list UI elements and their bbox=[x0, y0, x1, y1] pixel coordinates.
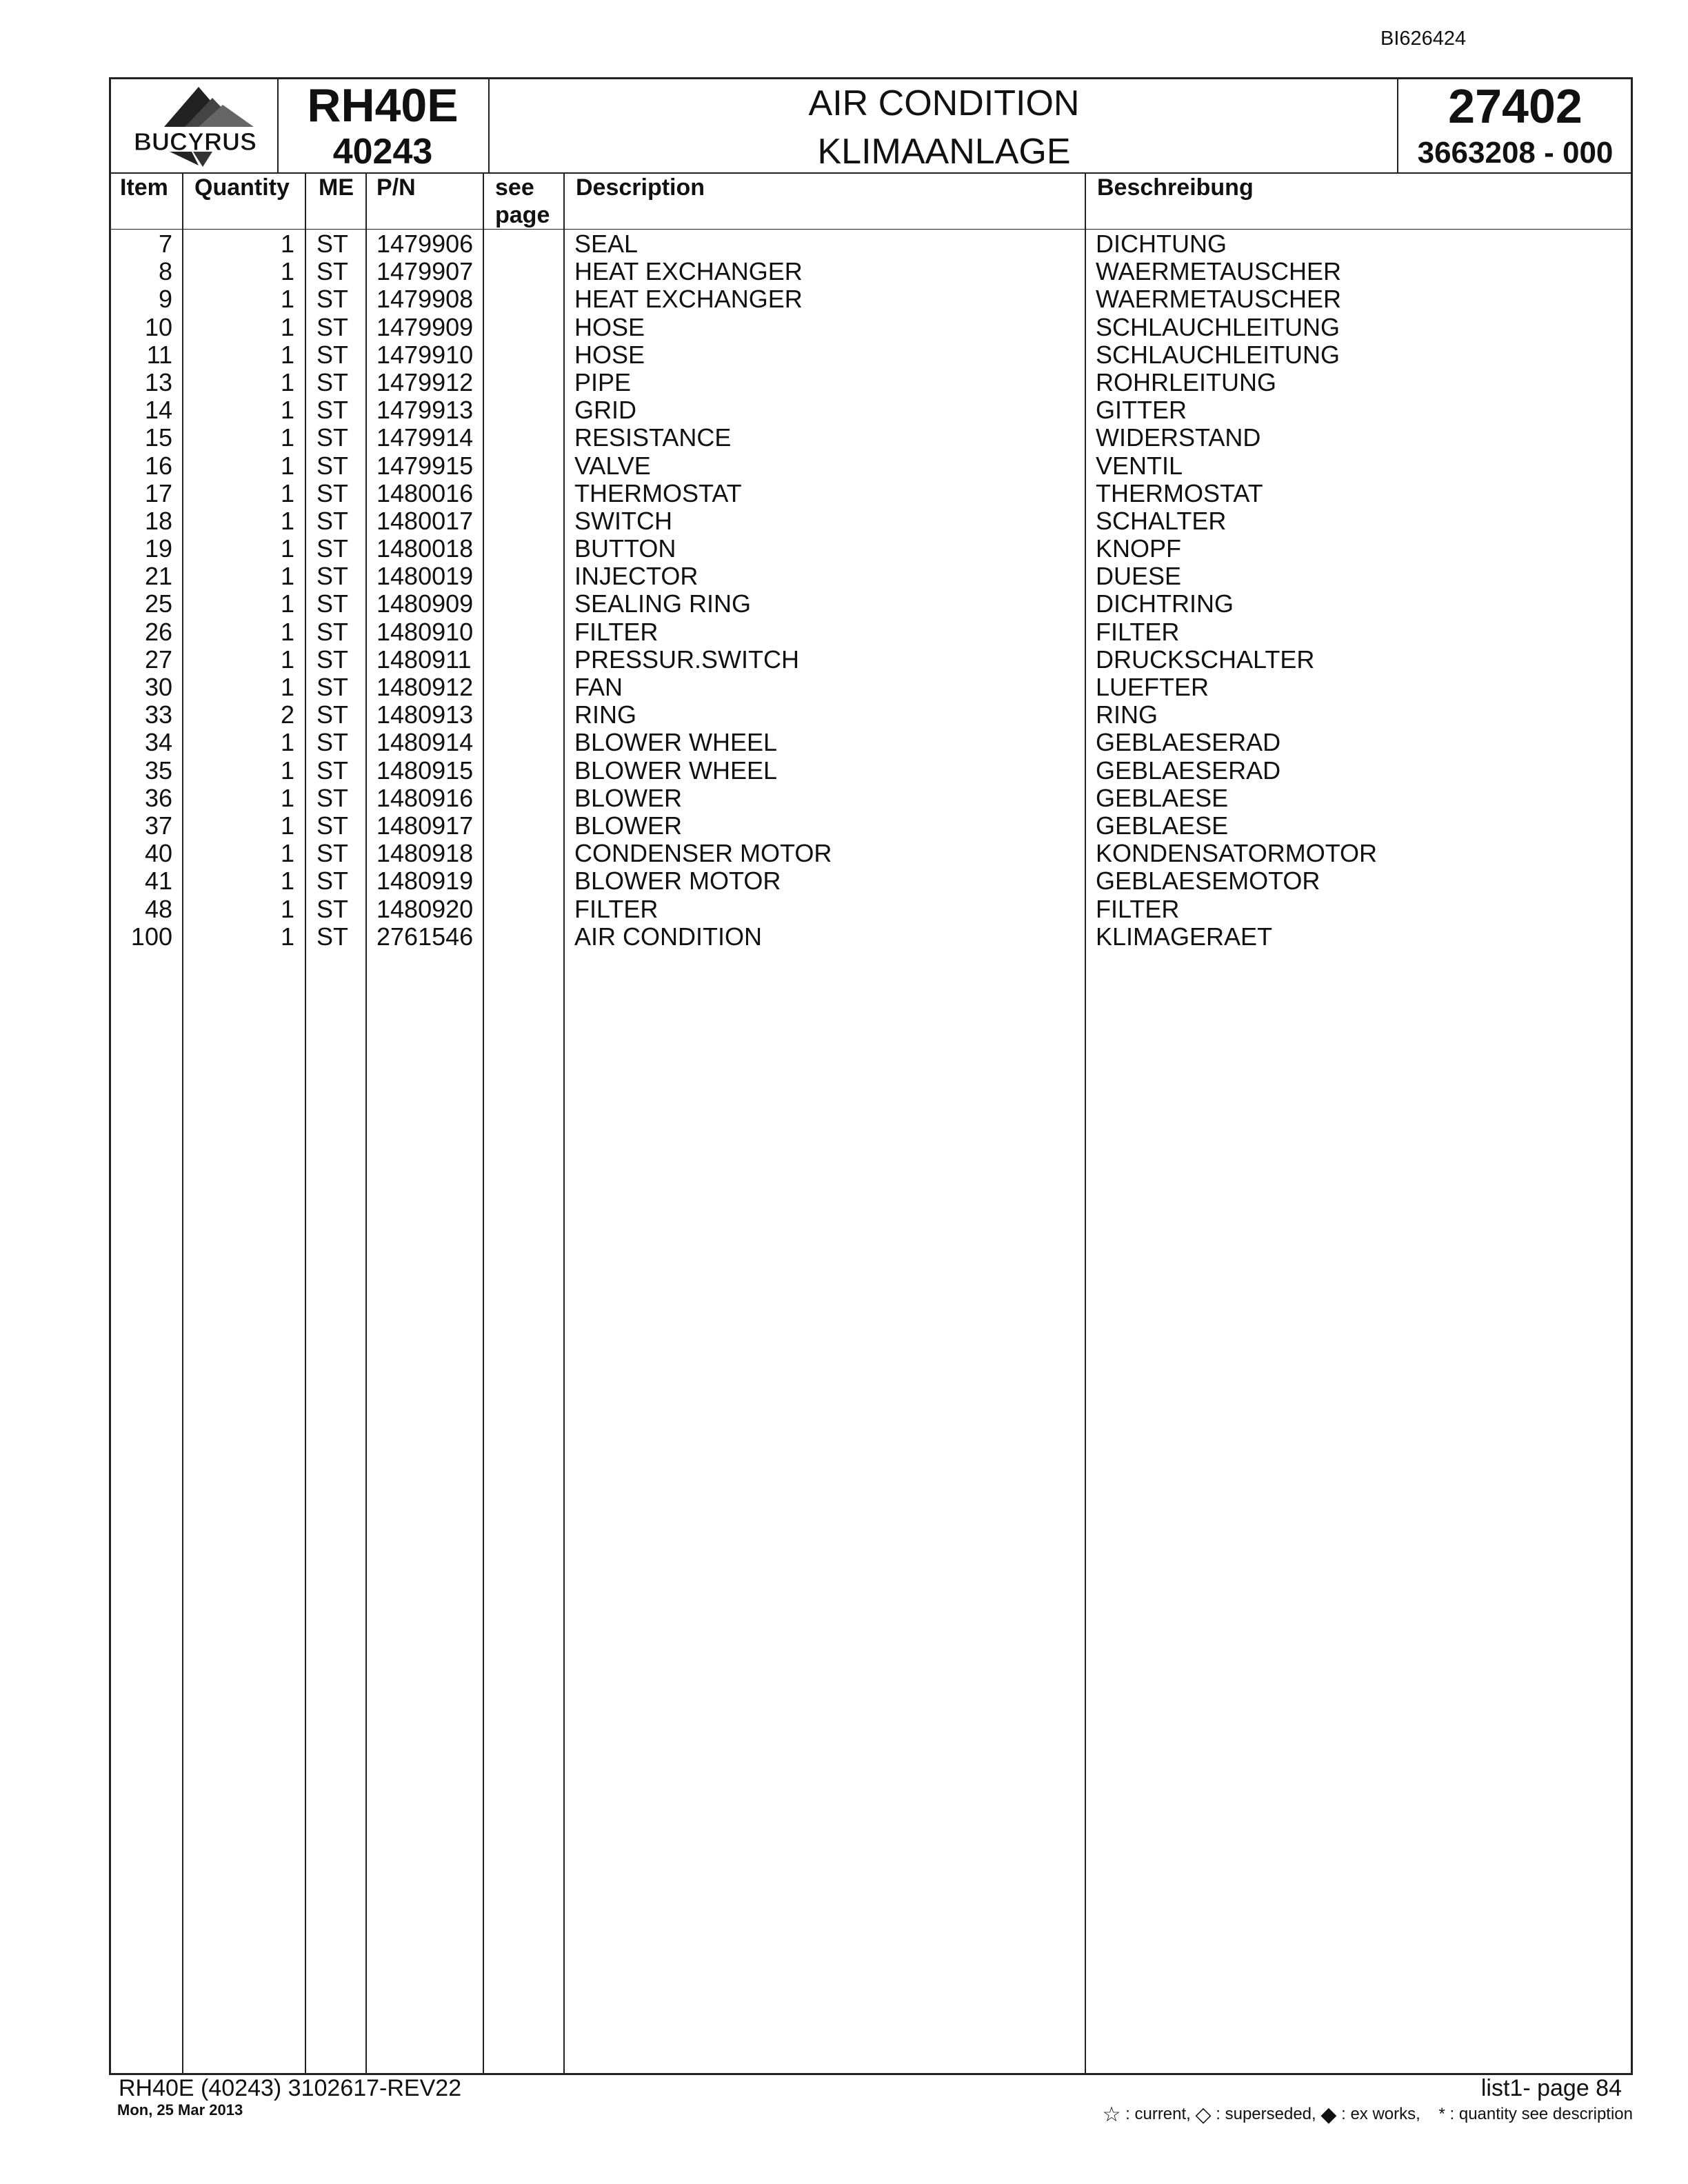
row-description: HOSE bbox=[574, 312, 645, 341]
row-beschreibung: SCHLAUCHLEITUNG bbox=[1096, 312, 1340, 341]
row-description: INJECTOR bbox=[574, 562, 699, 591]
row-unit: ST bbox=[316, 257, 349, 286]
row-quantity: 1 bbox=[280, 617, 294, 646]
row-item: 16 bbox=[144, 451, 172, 480]
row-item: 8 bbox=[158, 257, 172, 286]
row-part-number: 1480019 bbox=[376, 562, 474, 591]
row-part-number: 1480912 bbox=[376, 673, 474, 701]
row-unit: ST bbox=[316, 230, 349, 258]
column-header-page: page bbox=[495, 202, 550, 228]
table-row bbox=[0, 729, 1688, 756]
row-unit: ST bbox=[316, 645, 349, 674]
row-description: FILTER bbox=[574, 617, 659, 646]
row-item: 14 bbox=[144, 396, 172, 425]
row-quantity: 1 bbox=[280, 645, 294, 674]
row-beschreibung: RING bbox=[1096, 700, 1158, 729]
row-beschreibung: KONDENSATORMOTOR bbox=[1096, 839, 1378, 868]
table-row bbox=[0, 785, 1688, 812]
row-quantity: 1 bbox=[280, 230, 294, 258]
row-beschreibung: DICHTUNG bbox=[1096, 230, 1227, 258]
column-header-item: Item bbox=[120, 174, 168, 201]
row-part-number: 1479909 bbox=[376, 312, 474, 341]
row-description: BLOWER bbox=[574, 811, 683, 840]
table-row bbox=[0, 230, 1688, 258]
row-description: BLOWER MOTOR bbox=[574, 867, 781, 896]
row-unit: ST bbox=[316, 562, 349, 591]
row-description: AIR CONDITION bbox=[574, 922, 763, 951]
row-beschreibung: ROHRLEITUNG bbox=[1096, 367, 1277, 396]
row-beschreibung: DUESE bbox=[1096, 562, 1182, 591]
row-part-number: 1480909 bbox=[376, 589, 474, 618]
row-description: BLOWER WHEEL bbox=[574, 728, 778, 757]
title-german: KLIMAANLAGE bbox=[817, 132, 1071, 172]
row-item: 25 bbox=[144, 589, 172, 618]
row-part-number: 1480914 bbox=[376, 728, 474, 757]
row-quantity: 1 bbox=[280, 562, 294, 591]
row-description: HOSE bbox=[574, 340, 645, 369]
row-item: 27 bbox=[144, 645, 172, 674]
table-row bbox=[0, 590, 1688, 618]
row-description: GRID bbox=[574, 396, 636, 425]
row-description: HEAT EXCHANGER bbox=[574, 257, 803, 286]
row-quantity: 1 bbox=[280, 534, 294, 563]
row-item: 33 bbox=[144, 700, 172, 729]
row-description: THERMOSTAT bbox=[574, 478, 742, 507]
row-unit: ST bbox=[316, 867, 349, 896]
table-row bbox=[0, 646, 1688, 674]
row-beschreibung: KLIMAGERAET bbox=[1096, 922, 1273, 951]
row-part-number: 2761546 bbox=[376, 922, 474, 951]
row-item: 26 bbox=[144, 617, 172, 646]
row-beschreibung: FILTER bbox=[1096, 617, 1180, 646]
row-beschreibung: WAERMETAUSCHER bbox=[1096, 257, 1342, 286]
footer-revision: RH40E (40243) 3102617-REV22 bbox=[119, 2075, 462, 2101]
row-unit: ST bbox=[316, 728, 349, 757]
row-quantity: 1 bbox=[280, 423, 294, 452]
row-unit: ST bbox=[316, 839, 349, 868]
row-quantity: 1 bbox=[280, 922, 294, 951]
row-quantity: 2 bbox=[280, 700, 294, 729]
row-unit: ST bbox=[316, 340, 349, 369]
row-description: RING bbox=[574, 700, 636, 729]
row-description: PIPE bbox=[574, 367, 632, 396]
row-quantity: 1 bbox=[280, 340, 294, 369]
row-part-number: 1480918 bbox=[376, 839, 474, 868]
table-row bbox=[0, 452, 1688, 480]
row-item: 35 bbox=[144, 756, 172, 785]
row-part-number: 1480917 bbox=[376, 811, 474, 840]
row-unit: ST bbox=[316, 894, 349, 923]
row-part-number: 1479906 bbox=[376, 230, 474, 258]
row-unit: ST bbox=[316, 617, 349, 646]
column-header-me: ME bbox=[319, 174, 354, 201]
row-quantity: 1 bbox=[280, 589, 294, 618]
row-item: 7 bbox=[158, 230, 172, 258]
table-row bbox=[0, 258, 1688, 285]
row-quantity: 1 bbox=[280, 257, 294, 286]
row-quantity: 1 bbox=[280, 478, 294, 507]
row-unit: ST bbox=[316, 673, 349, 701]
row-description: SEALING RING bbox=[574, 589, 752, 618]
model-name: RH40E bbox=[307, 79, 459, 132]
row-item: 100 bbox=[130, 922, 172, 951]
row-item: 36 bbox=[144, 783, 172, 812]
row-part-number: 1479908 bbox=[376, 285, 474, 314]
row-unit: ST bbox=[316, 423, 349, 452]
table-row bbox=[0, 341, 1688, 369]
row-beschreibung: GEBLAESE bbox=[1096, 811, 1229, 840]
row-unit: ST bbox=[316, 534, 349, 563]
star-outline-icon: ☆ bbox=[1102, 2103, 1121, 2126]
row-quantity: 1 bbox=[280, 728, 294, 757]
table-row bbox=[0, 285, 1688, 313]
row-item: 10 bbox=[144, 312, 172, 341]
row-quantity: 1 bbox=[280, 367, 294, 396]
row-item: 21 bbox=[144, 562, 172, 591]
row-quantity: 1 bbox=[280, 506, 294, 535]
row-part-number: 1480915 bbox=[376, 756, 474, 785]
header-divider-logo bbox=[277, 77, 279, 174]
row-description: SEAL bbox=[574, 230, 639, 258]
table-row bbox=[0, 674, 1688, 701]
row-beschreibung: WIDERSTAND bbox=[1096, 423, 1261, 452]
parts-table-body bbox=[0, 230, 1688, 951]
row-quantity: 1 bbox=[280, 811, 294, 840]
row-quantity: 1 bbox=[280, 783, 294, 812]
row-quantity: 1 bbox=[280, 451, 294, 480]
footer-date: Mon, 25 Mar 2013 bbox=[117, 2101, 243, 2119]
legend-superseded: : superseded, bbox=[1216, 2105, 1316, 2123]
title-english: AIR CONDITION bbox=[808, 83, 1080, 123]
table-row bbox=[0, 701, 1688, 729]
row-description: BLOWER WHEEL bbox=[574, 756, 778, 785]
model-number: 40243 bbox=[332, 132, 433, 172]
row-quantity: 1 bbox=[280, 894, 294, 923]
row-description: BUTTON bbox=[574, 534, 676, 563]
row-quantity: 1 bbox=[280, 839, 294, 868]
column-header-pn: P/N bbox=[376, 174, 416, 201]
diamond-filled-icon: ◆ bbox=[1320, 2103, 1337, 2126]
row-unit: ST bbox=[316, 756, 349, 785]
row-item: 34 bbox=[144, 728, 172, 757]
row-part-number: 1480018 bbox=[376, 534, 474, 563]
document-id: BI626424 bbox=[1380, 28, 1467, 50]
row-description: BLOWER bbox=[574, 783, 683, 812]
row-description: FILTER bbox=[574, 894, 659, 923]
row-beschreibung: FILTER bbox=[1096, 894, 1180, 923]
group-number: 27402 bbox=[1448, 79, 1582, 133]
row-item: 48 bbox=[144, 894, 172, 923]
row-beschreibung: THERMOSTAT bbox=[1096, 478, 1263, 507]
row-description: VALVE bbox=[574, 451, 651, 480]
row-part-number: 1480017 bbox=[376, 506, 474, 535]
row-part-number: 1480916 bbox=[376, 783, 474, 812]
row-beschreibung: GEBLAESERAD bbox=[1096, 756, 1281, 785]
row-unit: ST bbox=[316, 285, 349, 314]
footer-page: list1- page 84 bbox=[1480, 2075, 1622, 2101]
table-row bbox=[0, 618, 1688, 646]
table-row bbox=[0, 757, 1688, 785]
row-beschreibung: DICHTRING bbox=[1096, 589, 1234, 618]
row-part-number: 1480920 bbox=[376, 894, 474, 923]
row-part-number: 1480910 bbox=[376, 617, 474, 646]
row-unit: ST bbox=[316, 367, 349, 396]
row-item: 19 bbox=[144, 534, 172, 563]
column-header-see: see bbox=[495, 174, 534, 201]
row-item: 37 bbox=[144, 811, 172, 840]
row-description: FAN bbox=[574, 673, 623, 701]
row-beschreibung: VENTIL bbox=[1096, 451, 1183, 480]
legend-quantity: * : quantity see description bbox=[1438, 2105, 1633, 2123]
row-quantity: 1 bbox=[280, 673, 294, 701]
column-header-quantity: Quantity bbox=[194, 174, 290, 201]
row-beschreibung: KNOPF bbox=[1096, 534, 1182, 563]
row-beschreibung: GEBLAESERAD bbox=[1096, 728, 1281, 757]
row-item: 13 bbox=[144, 367, 172, 396]
svg-text:BUCYRUS: BUCYRUS bbox=[133, 128, 257, 156]
row-unit: ST bbox=[316, 922, 349, 951]
row-unit: ST bbox=[316, 811, 349, 840]
row-description: HEAT EXCHANGER bbox=[574, 285, 803, 314]
document-number: 3663208 - 000 bbox=[1417, 136, 1614, 170]
row-description: PRESSUR.SWITCH bbox=[574, 645, 800, 674]
table-row bbox=[0, 314, 1688, 341]
table-row bbox=[0, 535, 1688, 563]
row-quantity: 1 bbox=[280, 396, 294, 425]
column-header-description: Description bbox=[576, 174, 705, 201]
row-part-number: 1480919 bbox=[376, 867, 474, 896]
row-part-number: 1479915 bbox=[376, 451, 474, 480]
row-quantity: 1 bbox=[280, 285, 294, 314]
table-row bbox=[0, 396, 1688, 424]
row-part-number: 1479907 bbox=[376, 257, 474, 286]
row-item: 15 bbox=[144, 423, 172, 452]
row-item: 41 bbox=[144, 867, 172, 896]
row-beschreibung: GEBLAESE bbox=[1096, 783, 1229, 812]
table-row bbox=[0, 812, 1688, 840]
row-item: 17 bbox=[144, 478, 172, 507]
row-part-number: 1480016 bbox=[376, 478, 474, 507]
row-quantity: 1 bbox=[280, 867, 294, 896]
row-beschreibung: GEBLAESEMOTOR bbox=[1096, 867, 1320, 896]
row-part-number: 1480911 bbox=[376, 645, 472, 674]
bucyrus-logo bbox=[116, 77, 274, 174]
row-unit: ST bbox=[316, 396, 349, 425]
row-part-number: 1479912 bbox=[376, 367, 474, 396]
row-item: 11 bbox=[146, 340, 172, 369]
row-beschreibung: LUEFTER bbox=[1096, 673, 1209, 701]
row-unit: ST bbox=[316, 506, 349, 535]
row-part-number: 1479914 bbox=[376, 423, 474, 452]
table-row bbox=[0, 507, 1688, 535]
row-beschreibung: GITTER bbox=[1096, 396, 1187, 425]
row-description: SWITCH bbox=[574, 506, 672, 535]
table-row bbox=[0, 923, 1688, 951]
row-unit: ST bbox=[316, 783, 349, 812]
row-unit: ST bbox=[316, 700, 349, 729]
row-beschreibung: SCHLAUCHLEITUNG bbox=[1096, 340, 1340, 369]
row-beschreibung: WAERMETAUSCHER bbox=[1096, 285, 1342, 314]
row-part-number: 1479913 bbox=[376, 396, 474, 425]
table-row bbox=[0, 369, 1688, 396]
table-row bbox=[0, 480, 1688, 507]
row-unit: ST bbox=[316, 589, 349, 618]
row-beschreibung: SCHALTER bbox=[1096, 506, 1227, 535]
row-quantity: 1 bbox=[280, 312, 294, 341]
row-unit: ST bbox=[316, 451, 349, 480]
footer-legend bbox=[1103, 2103, 1633, 2127]
legend-ex-works: : ex works, bbox=[1341, 2105, 1420, 2123]
table-row bbox=[0, 840, 1688, 867]
row-part-number: 1480913 bbox=[376, 700, 474, 729]
row-quantity: 1 bbox=[280, 756, 294, 785]
row-beschreibung: DRUCKSCHALTER bbox=[1096, 645, 1315, 674]
row-description: RESISTANCE bbox=[574, 423, 732, 452]
row-item: 18 bbox=[144, 506, 172, 535]
legend-current: : current, bbox=[1125, 2105, 1191, 2123]
row-part-number: 1479910 bbox=[376, 340, 474, 369]
row-unit: ST bbox=[316, 312, 349, 341]
row-item: 40 bbox=[144, 839, 172, 868]
row-item: 30 bbox=[144, 673, 172, 701]
table-row bbox=[0, 896, 1688, 923]
table-row bbox=[0, 867, 1688, 895]
row-item: 9 bbox=[158, 285, 172, 314]
diamond-outline-icon: ◇ bbox=[1195, 2103, 1212, 2126]
column-header-beschreibung: Beschreibung bbox=[1097, 174, 1254, 201]
table-row bbox=[0, 424, 1688, 452]
row-unit: ST bbox=[316, 478, 349, 507]
table-row bbox=[0, 563, 1688, 590]
row-description: CONDENSER MOTOR bbox=[574, 839, 832, 868]
